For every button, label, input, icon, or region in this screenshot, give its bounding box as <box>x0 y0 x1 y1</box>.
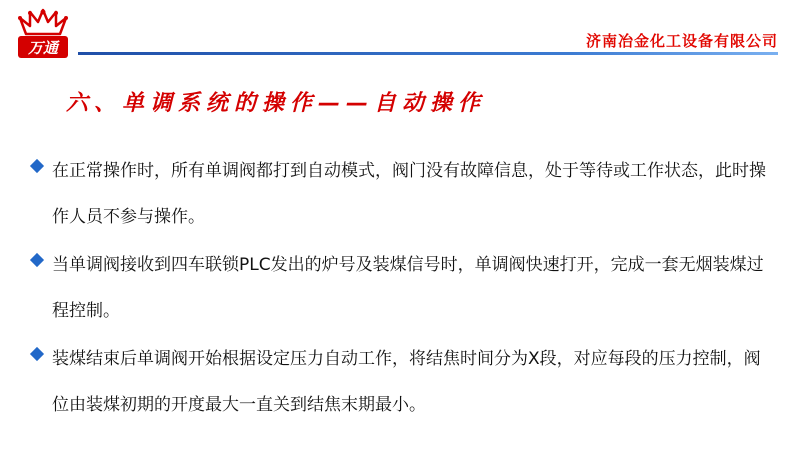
company-name: 济南冶金化工设备有限公司 <box>585 32 778 50</box>
bullet-list <box>30 148 770 430</box>
diamond-bullet-icon <box>30 253 44 267</box>
diamond-bullet-icon <box>30 159 44 173</box>
bullet-text: 当单调阀接收到四车联锁PLC发出的炉号及装煤信号时，单调阀快速打开，完成一套无烟装煤过程控制。 <box>52 255 764 321</box>
bullet-text: 装煤结束后单调阀开始根据设定压力自动工作，将结焦时间分为X段，对应每段的压力控制，阀位由装煤初期的开度最大一直关到结焦末期最小。 <box>52 349 761 415</box>
bullet-item <box>30 148 770 240</box>
bullet-text: 在正常操作时，所有单调阀都打到自动模式，阀门没有故障信息，处于等待或工作状态，此时操作人员不参与操作。 <box>52 161 766 227</box>
logo-text: 万通 <box>27 39 59 57</box>
bullet-item <box>30 242 770 334</box>
wantong-logo-icon <box>12 6 74 60</box>
bullet-item <box>30 336 770 428</box>
slide-title: 六、单调系统的操作——自动操作 <box>66 91 487 116</box>
header-divider <box>78 52 778 55</box>
diamond-bullet-icon <box>30 347 44 361</box>
